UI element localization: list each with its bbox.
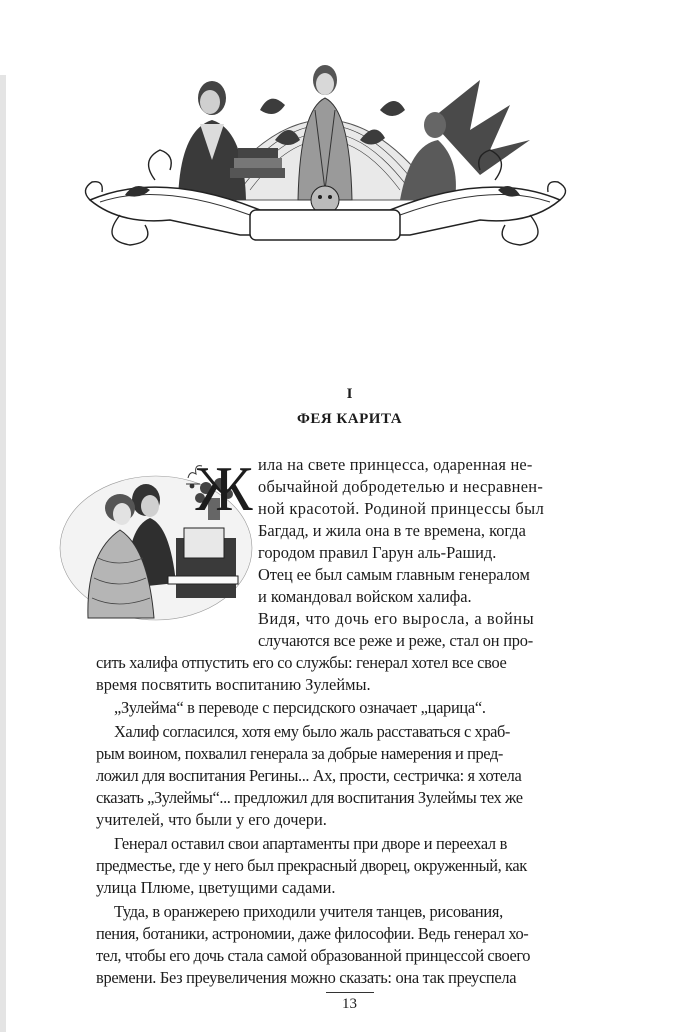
text-line: „Зулейма“ в переводе с персидского означает „царица“. xyxy=(114,698,486,717)
text-line: и командовал войском халифа. xyxy=(258,587,472,606)
chapter-number: I xyxy=(346,386,353,402)
text-line: предместье, где у него был прекрасный дворец, окруженный, как xyxy=(96,856,527,875)
page-number: 13 xyxy=(342,996,357,1012)
text-line: ила на свете принцесса, одаренная не- xyxy=(258,455,533,474)
page-number-rule xyxy=(326,992,374,993)
text-line: времени. Без преувеличения можно сказать: она так преуспела xyxy=(96,968,517,987)
text-line: сить халифа отпустить его со службы: генерал хотел все свое xyxy=(96,653,507,672)
text-line: городом правил Гарун аль-Рашид. xyxy=(258,543,497,562)
headpiece-engraving xyxy=(60,50,590,260)
text-line: случаются все реже и реже, стал он про- xyxy=(258,631,534,650)
text-line: время посвятить воспитанию Зулеймы. xyxy=(96,675,371,694)
scan-edge xyxy=(0,75,6,1032)
text-line: Отец ее был самым главным генералом xyxy=(258,565,530,584)
text-line: тел, чтобы его дочь стала самой образованной принцессой своего xyxy=(96,946,531,965)
dropcap-glyph: Ж xyxy=(195,456,253,516)
text-line: Халиф согласился, хотя ему было жаль расставаться с храб- xyxy=(114,722,510,741)
text-line: Туда, в оранжерею приходили учителя танцев, рисования, xyxy=(114,902,503,921)
text-line: пения, ботаники, астрономии, даже философии. Ведь генерал хо- xyxy=(96,924,529,943)
text-line: Генерал оставил свои апартаменты при дворе и переехал в xyxy=(114,834,508,853)
chapter-title: ФЕЯ КАРИТА xyxy=(296,411,403,427)
text-line: улица Плюме, цветущими садами. xyxy=(96,878,336,897)
text-line: ложил для воспитания Регины... Ах, прости, сестричка: я хотела xyxy=(96,766,522,785)
text-line: ной красотой. Родиной принцессы был xyxy=(258,499,545,518)
dropcap-letter xyxy=(186,456,256,516)
text-line: обычайной добродетелью и несравнен- xyxy=(258,477,544,496)
text-line: учителей, что были у его дочери. xyxy=(96,810,327,829)
text-line: рым воином, похвалил генерала за добрые намерения и пред- xyxy=(96,744,503,763)
text-line: Видя, что дочь его выросла, а войны xyxy=(258,609,535,628)
text-line: Багдад, и жила она в те времена, когда xyxy=(258,521,526,540)
text-line: сказать „Зулеймы“... предложил для воспитания Зулеймы тех же xyxy=(96,788,523,807)
